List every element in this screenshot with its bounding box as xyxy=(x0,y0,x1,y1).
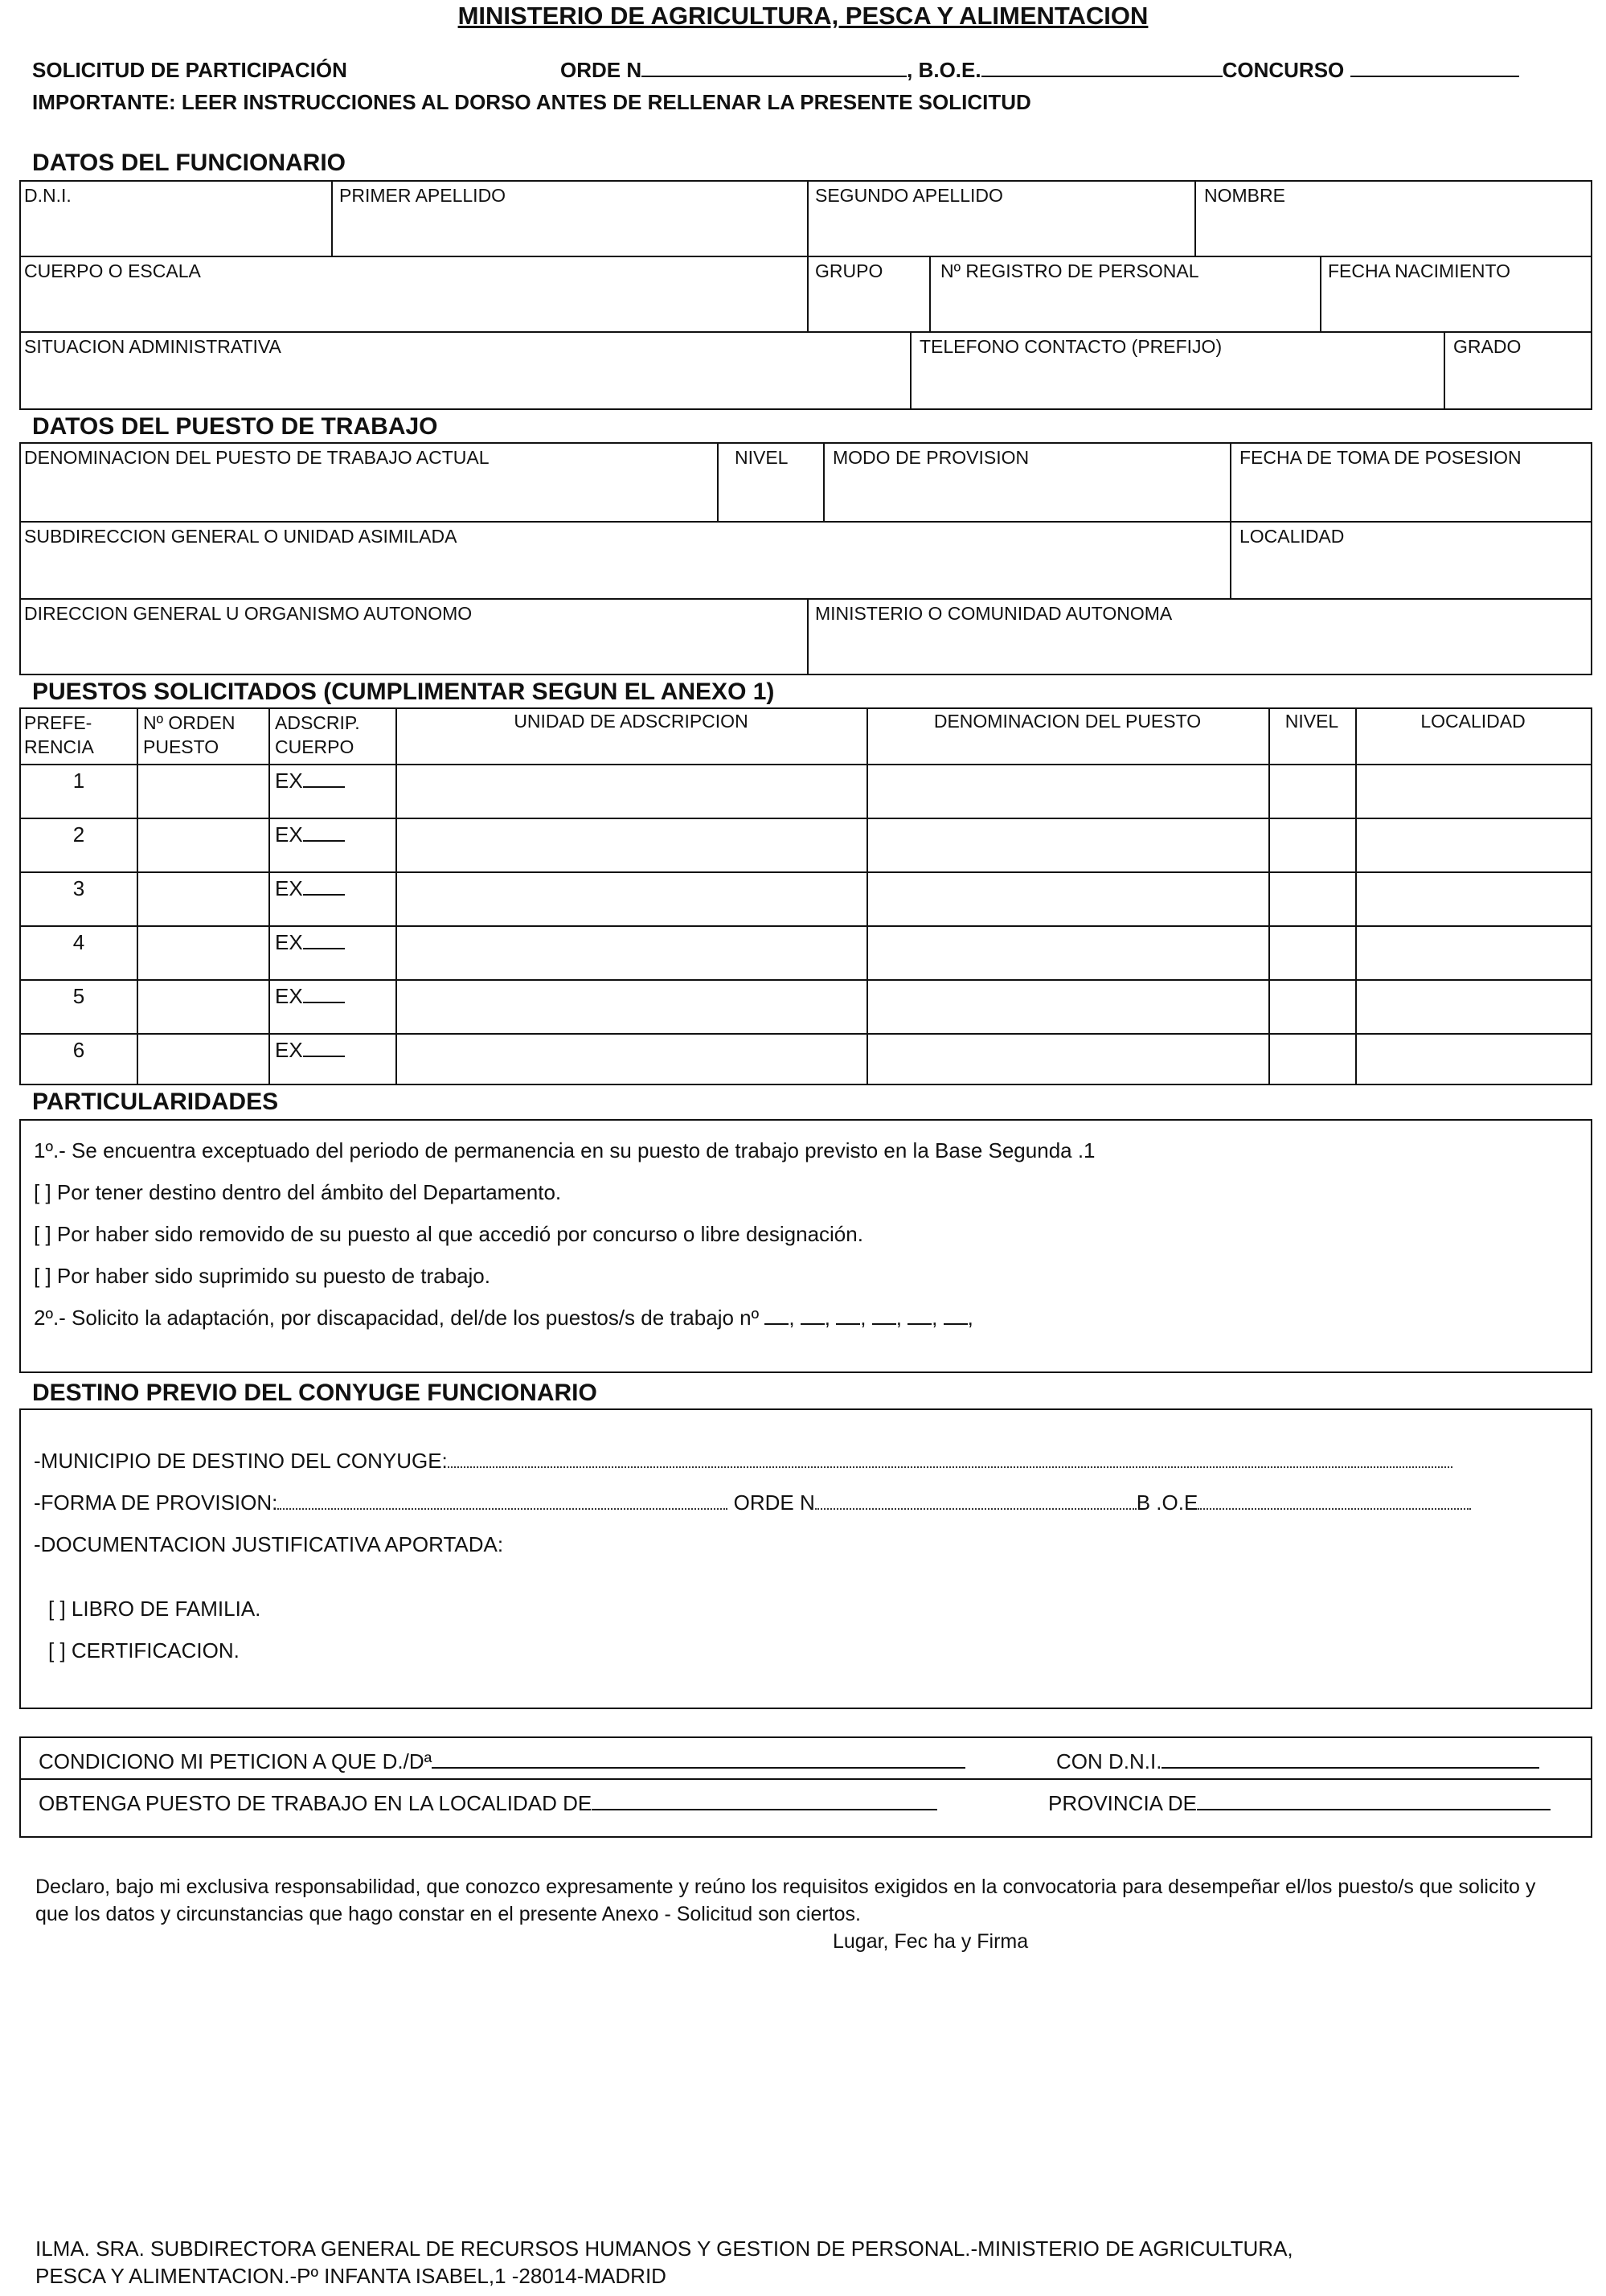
col-nivel: NIVEL xyxy=(1284,711,1339,732)
modo-provision-field[interactable]: MODO DE PROVISION xyxy=(833,447,1030,468)
segundo-apellido-field[interactable]: SEGUNDO APELLIDO xyxy=(815,185,1003,206)
concurso-label: CONCURSO xyxy=(1222,58,1345,82)
adaptacion-line[interactable]: 2º.- Solicito la adaptación, por discapacidad, del/de los puestos/s de trabajo nº , , , , , , xyxy=(34,1306,973,1330)
importante-note: IMPORTANTE: LEER INSTRUCCIONES AL DORSO ANTES DE RELLENAR LA PRESENTE SOLICITUD xyxy=(32,90,1031,114)
condiciono-field[interactable]: CONDICIONO MI PETICION A QUE D./Dª xyxy=(39,1749,965,1774)
conyuge-box xyxy=(19,1408,1592,1709)
table-row-ex[interactable]: EX xyxy=(275,876,345,901)
dni-field[interactable]: D.N.I. xyxy=(24,185,72,206)
table-row-pref: 3 xyxy=(72,876,85,900)
col-preferencia: PREFE- RENCIA xyxy=(24,712,94,757)
destino-departamento-checkbox[interactable]: [ ] Por tener destino dentro del ámbito del Departamento. xyxy=(34,1180,562,1204)
condicion-box xyxy=(19,1736,1592,1838)
exceptuado-line: 1º.- Se encuentra exceptuado del periodo de permanencia en su puesto de trabajo previsto en la Base Segunda .1 xyxy=(34,1138,1096,1162)
table-row-pref: 4 xyxy=(72,930,85,954)
col-denominacion: DENOMINACION DEL PUESTO xyxy=(933,711,1202,732)
col-unidad-adscripcion: UNIDAD DE ADSCRIPCION xyxy=(514,711,748,732)
ministerio-field[interactable]: MINISTERIO O COMUNIDAD AUTONOMA xyxy=(815,603,1173,624)
footer-address: ILMA. SRA. SUBDIRECTORA GENERAL DE RECURSOS HUMANOS Y GESTION DE PERSONAL.-MINISTERIO DE AGRICULTURA, PESCA Y ALIMENTACION.-Pº INFANTA ISABEL,1 -28014-MADRID xyxy=(35,2237,1293,2288)
particularidades-box xyxy=(19,1119,1592,1373)
telefono-contacto-field[interactable]: TELEFONO CONTACTO (PREFIJO) xyxy=(920,336,1223,357)
table-row-pref: 1 xyxy=(72,769,85,793)
ministry-title: MINISTERIO DE AGRICULTURA, PESCA Y ALIMENTACION xyxy=(457,2,1149,30)
orden-field[interactable] xyxy=(560,58,1519,83)
documentacion-label: -DOCUMENTACION JUSTIFICATIVA APORTADA: xyxy=(34,1532,504,1556)
localidad-field[interactable]: LOCALIDAD xyxy=(1239,526,1345,547)
forma-provision-field[interactable]: -FORMA DE PROVISION: ORDE N B .O.E xyxy=(34,1490,1471,1515)
col-adscrip-cuerpo: ADSCRIP. CUERPO xyxy=(275,712,360,757)
fecha-toma-posesion-field[interactable]: FECHA DE TOMA DE POSESION xyxy=(1239,447,1522,468)
puesto-box xyxy=(19,442,1592,675)
cuerpo-escala-field[interactable]: CUERPO O ESCALA xyxy=(24,260,201,281)
table-row-ex[interactable]: EX xyxy=(275,822,345,847)
table-row-pref: 2 xyxy=(72,822,85,847)
conyuge-section-title: DESTINO PREVIO DEL CONYUGE FUNCIONARIO xyxy=(32,1380,597,1406)
libro-familia-checkbox[interactable]: [ ] LIBRO DE FAMILIA. xyxy=(48,1597,261,1621)
direccion-general-field[interactable]: DIRECCION GENERAL U ORGANISMO AUTONOMO xyxy=(24,603,473,624)
table-row-ex[interactable]: EX xyxy=(275,930,345,955)
removido-checkbox[interactable]: [ ] Por haber sido removido de su puesto al que accedió por concurso o libre designación. xyxy=(34,1222,863,1246)
declaracion-text: Declaro, bajo mi exclusiva responsabilidad, que conozco expresamente y reúno los requisitos exigidos en la convocatoria para desempeñar el/los puesto/s que solicito y que los datos y circunstancias que hago constar en el presente Anexo - Solicitud son ciertos. xyxy=(35,1876,1536,1925)
fecha-nacimiento-field[interactable]: FECHA NACIMIENTO xyxy=(1328,260,1511,281)
orden-label: ORDE N xyxy=(560,58,642,82)
registro-personal-field[interactable]: Nº REGISTRO DE PERSONAL xyxy=(940,260,1199,281)
solicitados-section-title: PUESTOS SOLICITADOS (CUMPLIMENTAR SEGUN EL ANEXO 1) xyxy=(32,679,775,705)
table-row-pref: 6 xyxy=(72,1038,85,1062)
provincia-field[interactable]: PROVINCIA DE xyxy=(1048,1791,1551,1816)
grado-field[interactable]: GRADO xyxy=(1453,336,1522,357)
subdireccion-field[interactable]: SUBDIRECCION GENERAL O UNIDAD ASIMILADA xyxy=(24,526,457,547)
funcionario-box xyxy=(19,180,1592,410)
firma-label: Lugar, Fec ha y Firma xyxy=(833,1930,1029,1953)
localidad-condicion-field[interactable]: OBTENGA PUESTO DE TRABAJO EN LA LOCALIDAD DE xyxy=(39,1791,937,1816)
nivel-field[interactable]: NIVEL xyxy=(735,447,789,468)
funcionario-section-title: DATOS DEL FUNCIONARIO xyxy=(32,150,346,176)
primer-apellido-field[interactable]: PRIMER APELLIDO xyxy=(339,185,506,206)
situacion-administrativa-field[interactable]: SITUACION ADMINISTRATIVA xyxy=(24,336,281,357)
grupo-field[interactable]: GRUPO xyxy=(815,260,883,281)
suprimido-checkbox[interactable]: [ ] Por haber sido suprimido su puesto de trabajo. xyxy=(34,1264,490,1288)
nombre-field[interactable]: NOMBRE xyxy=(1204,185,1285,206)
denominacion-actual-field[interactable]: DENOMINACION DEL PUESTO DE TRABAJO ACTUAL xyxy=(24,447,490,468)
col-orden-puesto: Nº ORDEN PUESTO xyxy=(143,712,236,757)
table-row-ex[interactable]: EX xyxy=(275,769,345,793)
boe-label: , B.O.E. xyxy=(907,58,981,82)
table-row-ex[interactable]: EX xyxy=(275,1038,345,1063)
solicitados-table xyxy=(19,707,1592,1085)
puesto-section-title: DATOS DEL PUESTO DE TRABAJO xyxy=(32,413,438,440)
particularidades-section-title: PARTICULARIDADES xyxy=(32,1089,279,1115)
municipio-field[interactable]: -MUNICIPIO DE DESTINO DEL CONYUGE: xyxy=(34,1449,1452,1474)
col-localidad: LOCALIDAD xyxy=(1420,711,1526,732)
table-row-ex[interactable]: EX xyxy=(275,984,345,1009)
condicion-dni-field[interactable]: CON D.N.I. xyxy=(1056,1749,1539,1774)
table-row-pref: 5 xyxy=(72,984,85,1008)
solicitud-label: SOLICITUD DE PARTICIPACIÓN xyxy=(32,58,347,82)
certificacion-checkbox[interactable]: [ ] CERTIFICACION. xyxy=(48,1638,240,1663)
